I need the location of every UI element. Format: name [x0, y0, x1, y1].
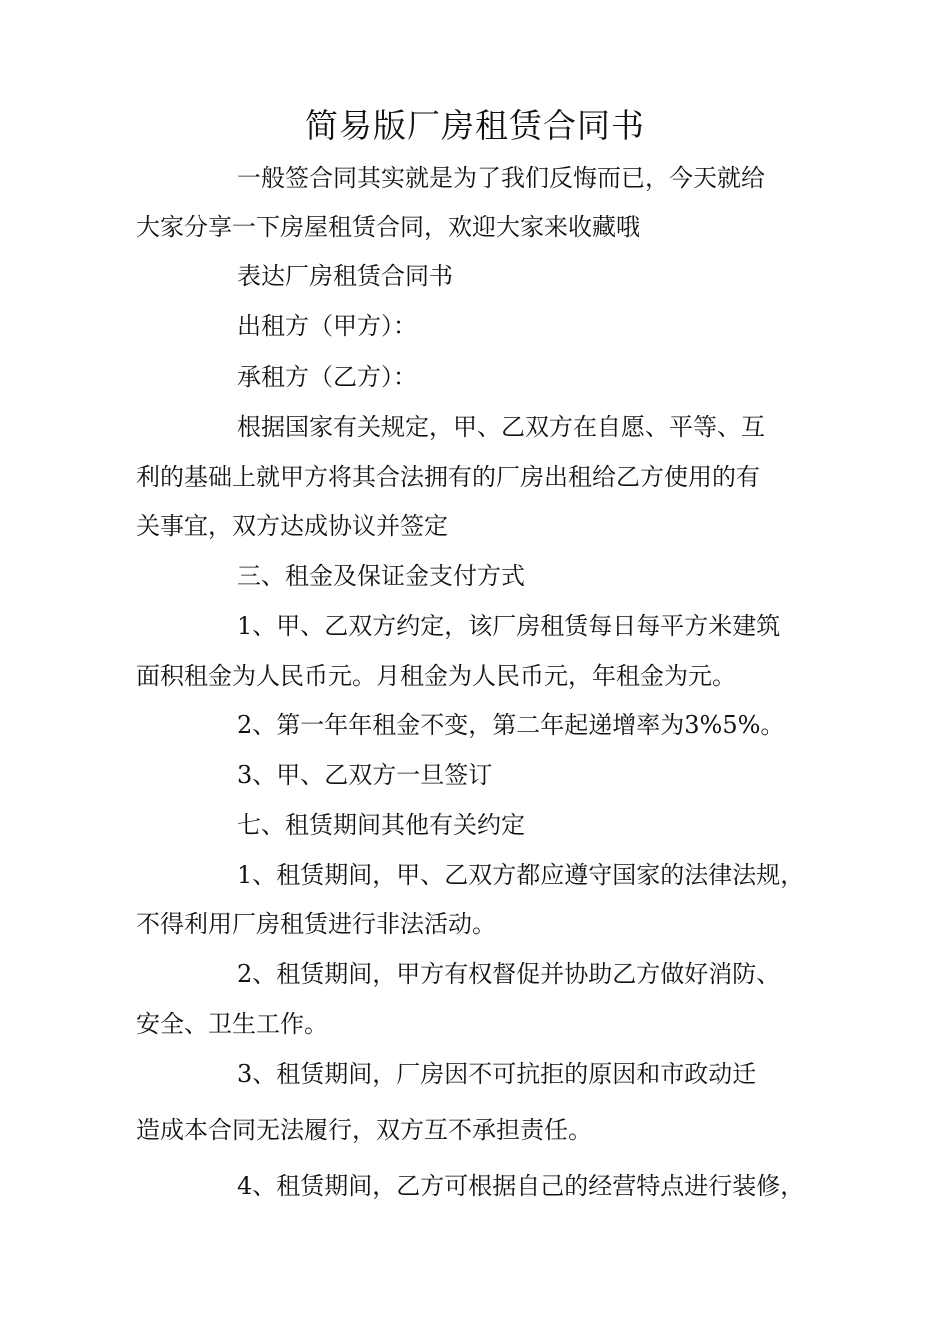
text-line-12: 2、第一年年租金不变，第二年起递增率为3%5%。 [237, 711, 785, 739]
text-line-2: 大家分享一下房屋租赁合同，欢迎大家来收藏哦 [136, 213, 640, 241]
text-line-16: 不得利用厂房租赁进行非法活动。 [136, 910, 496, 938]
text-line-14: 七、租赁期间其他有关约定 [237, 811, 525, 839]
text-line-3: 表达厂房租赁合同书 [237, 262, 453, 290]
text-line-20: 造成本合同无法履行，双方互不承担责任。 [136, 1116, 592, 1144]
text-line-10: 1、甲、乙双方约定，该厂房租赁每日每平方米建筑 [237, 612, 781, 640]
text-line-4: 出租方（甲方）： [237, 312, 417, 340]
text-line-21: 4、租赁期间，乙方可根据自己的经营特点进行装修， [237, 1172, 805, 1200]
text-line-1: 一般签合同其实就是为了我们反悔而已，今天就给 [237, 164, 765, 192]
text-line-8: 关事宜，双方达成协议并签定 [136, 512, 448, 540]
text-line-18: 安全、卫生工作。 [136, 1010, 328, 1038]
text-line-17: 2、租赁期间，甲方有权督促并协助乙方做好消防、 [237, 960, 781, 988]
document-title: 简易版厂房租赁合同书 [305, 106, 645, 145]
text-line-15: 1、租赁期间，甲、乙双方都应遵守国家的法律法规， [237, 861, 805, 889]
text-line-13: 3、甲、乙双方一旦签订 [237, 761, 493, 789]
text-line-9: 三、租金及保证金支付方式 [237, 562, 525, 590]
text-line-6: 根据国家有关规定，甲、乙双方在自愿、平等、互 [237, 413, 765, 441]
text-line-19: 3、租赁期间，厂房因不可抗拒的原因和市政动迁 [237, 1060, 757, 1088]
text-line-7: 利的基础上就甲方将其合法拥有的厂房出租给乙方使用的有 [136, 463, 760, 491]
text-line-11: 面积租金为人民币元。月租金为人民币元，年租金为元。 [136, 662, 736, 690]
text-line-5: 承租方（乙方）： [237, 363, 417, 391]
